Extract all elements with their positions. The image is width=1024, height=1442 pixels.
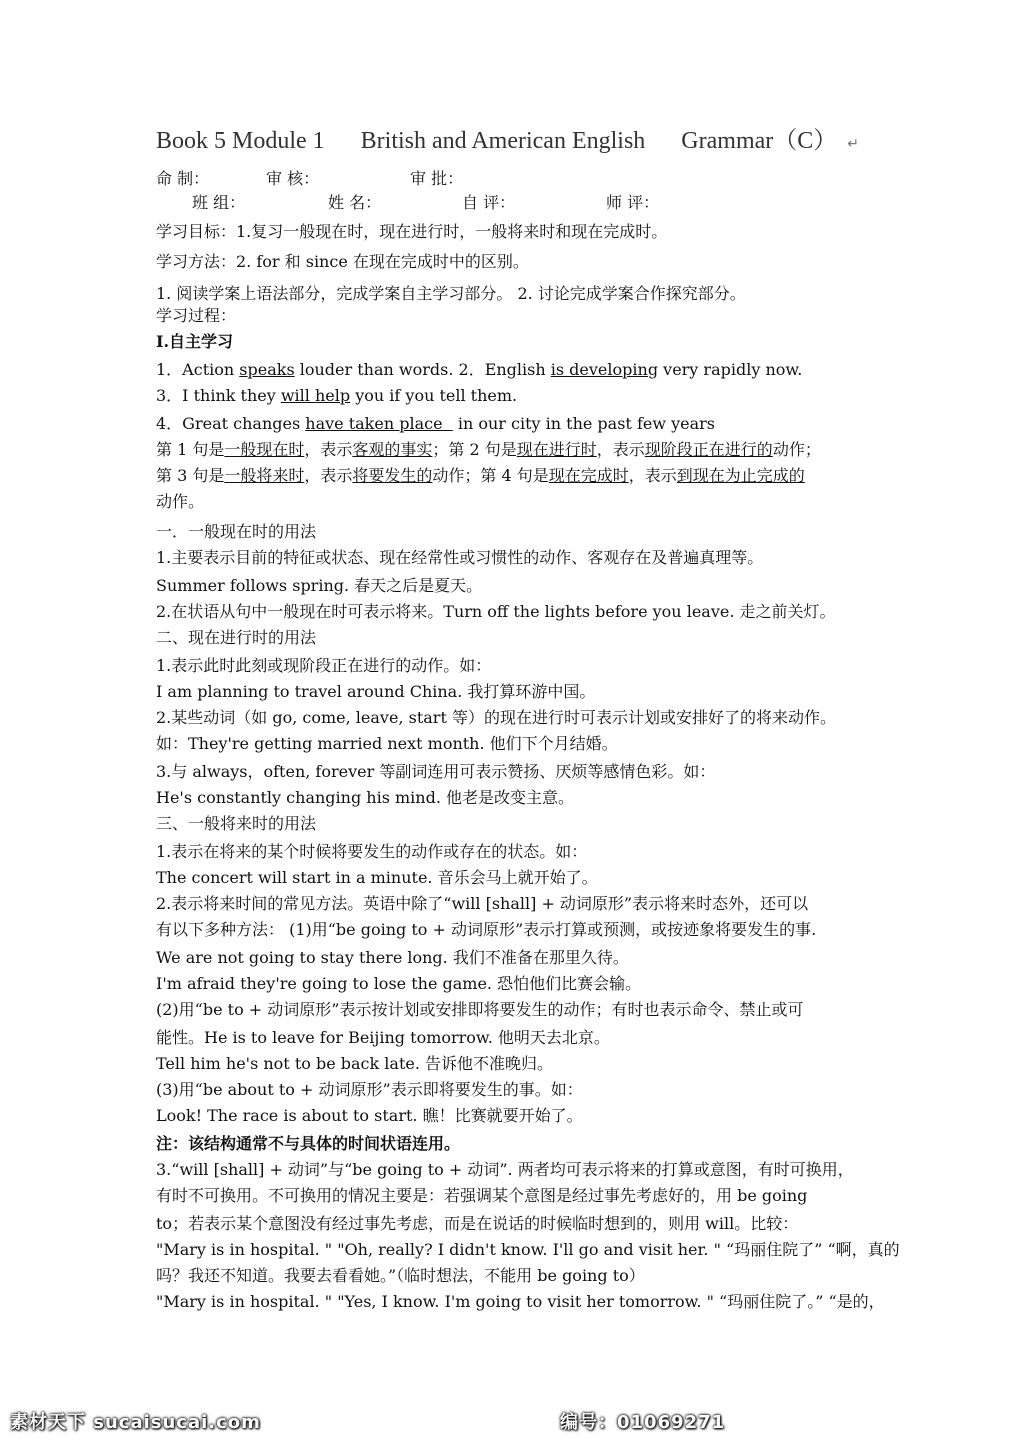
underlined-verb: is developing xyxy=(550,360,659,379)
section-heading-self-study: Ⅰ.自主学习 xyxy=(156,332,234,351)
meta-mingzhi: 命 制： xyxy=(156,169,210,188)
paragraph: 能性。He is to leave for Beijing tomorrow. 他明天去北京。 xyxy=(156,1028,610,1047)
paragraph: 吗？我还不知道。我要去看看她。”（临时想法，不能用 be going to） xyxy=(156,1266,645,1285)
paragraph: 如：They're getting married next month. 他们下个月结婚。 xyxy=(156,734,618,753)
learning-steps: 1. 阅读学案上语法部分，完成学案自主学习部分。 2. 讨论完成学案合作探究部分。 xyxy=(156,284,746,303)
paragraph: 2.在状语从句中一般现在时可表示将来。Turn off the lights before you leave. 走之前关灯。 xyxy=(156,602,836,621)
return-mark-icon: ↵ xyxy=(847,137,859,152)
paragraph: I'm afraid they're going to lose the game. 恐怕他们比赛会输。 xyxy=(156,974,642,993)
example-sentence-3: 3．I think they will help you if you tell them. xyxy=(156,386,518,405)
meta-shenpi: 审 批： xyxy=(410,169,464,188)
learning-process: 学习过程： xyxy=(156,306,237,325)
paragraph: 2.某些动词（如 go, come, leave, start 等）的现在进行时可表示计划或安排好了的将来动作。 xyxy=(156,708,836,727)
paragraph: 2.表示将来时间的常见方法。英语中除了“will [shall] + 动词原形”表示将来时态外，还可以 xyxy=(156,894,809,913)
title-grammar: Grammar（C） xyxy=(681,128,838,154)
meta-xingming: 姓 名： xyxy=(328,193,382,212)
paragraph: The concert will start in a minute. 音乐会马上就开始了。 xyxy=(156,868,598,887)
underlined-verb: have taken place xyxy=(305,414,453,433)
explanation-line-1: 第 1 句是一般现在时，表示客观的事实；第 2 句是现在进行时，表示现阶段正在进行的动作； xyxy=(156,440,821,459)
underlined-verb: will help xyxy=(280,386,351,405)
paragraph: 有以下多种方法： (1)用“be going to + 动词原形”表示打算或预测，或按迹象将要发生的事. xyxy=(156,920,817,939)
paragraph: I am planning to travel around China. 我打算环游中国。 xyxy=(156,682,596,701)
meta-shiping: 师 评： xyxy=(606,193,660,212)
explanation-line-2: 第 3 句是一般将来时，表示将要发生的动作；第 4 句是现在完成时，表示到现在为止完成的 xyxy=(156,466,805,485)
example-sentence-1-2: 1．Action speaks louder than words. 2．English is developing very rapidly now. xyxy=(156,360,803,379)
watermark-id: 编号：01069271 xyxy=(560,1412,726,1433)
watermark-site: 素材天下 sucaisucai.com xyxy=(10,1412,261,1433)
paragraph: (3)用“be about to + 动词原形”表示即将要发生的事。如： xyxy=(156,1080,583,1099)
paragraph: 1.表示在将来的某个时候将要发生的动作或存在的状态。如： xyxy=(156,842,588,861)
learning-goal: 学习目标：1.复习一般现在时，现在进行时，一般将来时和现在完成时。 xyxy=(156,222,668,241)
paragraph: 1.表示此时此刻或现阶段正在进行的动作。如： xyxy=(156,656,492,675)
paragraph: He's constantly changing his mind. 他老是改变主意。 xyxy=(156,788,575,807)
page-title xyxy=(156,120,889,155)
paragraph: Summer follows spring. 春天之后是夏天。 xyxy=(156,576,483,595)
example-sentence-4: 4．Great changes have taken place in our city in the past few years xyxy=(156,414,716,433)
paragraph: 3.与 always，often, forever 等副词连用可表示赞扬、厌烦等感情色彩。如： xyxy=(156,762,716,781)
title-book: Book 5 Module 1 xyxy=(156,128,325,154)
underlined-verb: speaks xyxy=(239,360,295,379)
meta-shenhe: 审 核： xyxy=(266,169,320,188)
paragraph: (2)用“be to + 动词原形”表示按计划或安排即将要发生的动作；有时也表示命令、禁止或可 xyxy=(156,1000,804,1019)
meta-banzu: 班 组： xyxy=(192,193,246,212)
paragraph: Look! The race is about to start. 瞧！比赛就要开始了。 xyxy=(156,1106,583,1125)
paragraph: 1.主要表示目前的特征或状态、现在经常性或习惯性的动作、客观存在及普遍真理等。 xyxy=(156,548,764,567)
paragraph: to；若表示某个意图没有经过事先考虑，而是在说话的时候临时想到的，则用 will。比较： xyxy=(156,1214,799,1233)
heading-simple-present: 一．一般现在时的用法 xyxy=(156,522,317,541)
note-bold: 注：该结构通常不与具体的时间状语连用。 xyxy=(156,1134,461,1153)
paragraph: 有时不可换用。不可换用的情况主要是：若强调某个意图是经过事先考虑好的，用 be going xyxy=(156,1186,808,1205)
meta-ziping: 自 评： xyxy=(462,193,516,212)
paragraph: Tell him he's not to be back late. 告诉他不准晚归。 xyxy=(156,1054,554,1073)
heading-present-continuous: 二、现在进行时的用法 xyxy=(156,628,317,647)
paragraph: We are not going to stay there long. 我们不准备在那里久待。 xyxy=(156,948,629,967)
learning-method: 学习方法：2. for 和 since 在现在完成时中的区别。 xyxy=(156,252,529,271)
title-module: British and American English xyxy=(360,128,646,154)
paragraph: "Mary is in hospital. " "Yes, I know. I'm going to visit her tomorrow. " “玛丽住院了。” “是的， xyxy=(156,1292,885,1311)
heading-simple-future: 三、一般将来时的用法 xyxy=(156,814,317,833)
paragraph: "Mary is in hospital. " "Oh, really? I didn't know. I'll go and visit her. " “玛丽住院了” “啊，真的 xyxy=(156,1240,900,1259)
paragraph: 3.“will [shall] + 动词”与“be going to + 动词”. 两者均可表示将来的打算或意图，有时可换用， xyxy=(156,1160,854,1179)
explanation-line-3: 动作。 xyxy=(156,492,205,511)
